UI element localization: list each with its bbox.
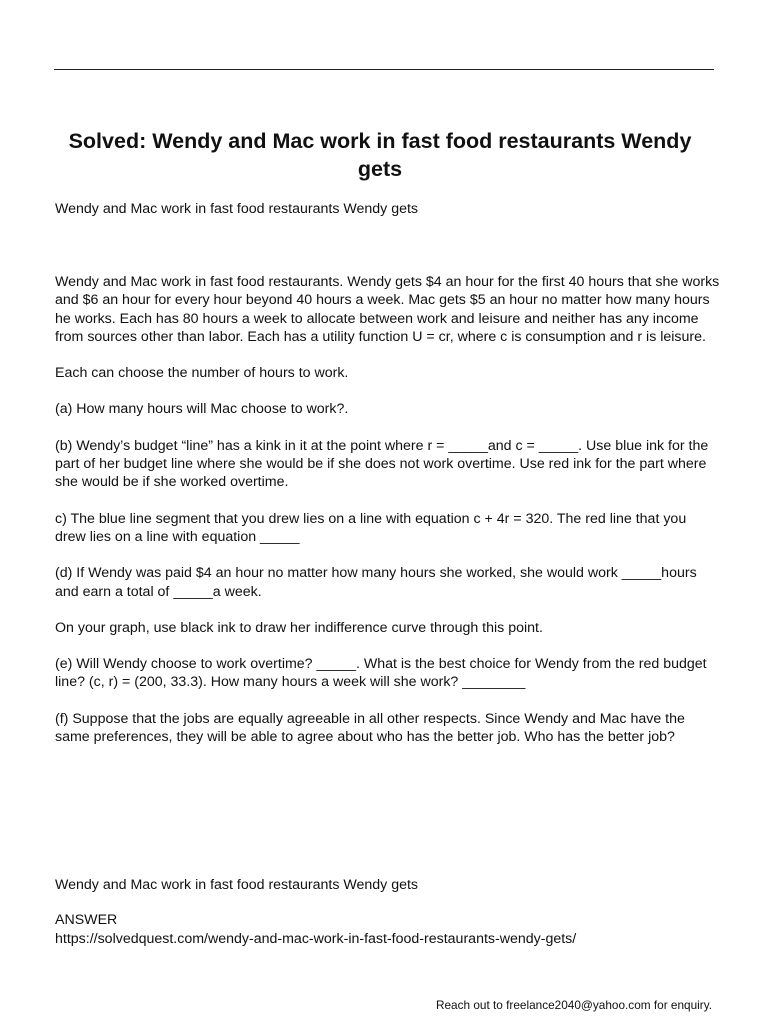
question-body (55, 273, 720, 764)
question-a: (a) How many hours will Mac choose to work?. (55, 401, 349, 418)
question-e: (e) Will Wendy choose to work overtime? _____. What is the best choice for Wendy from the red budget line? (c, r) = (200, 33.3). How many hours a week will she work? ________ (55, 656, 707, 691)
answer-label: ANSWER (55, 912, 118, 929)
page-subtitle: Wendy and Mac work in fast food restaurants Wendy gets (55, 201, 419, 217)
enquiry-note: Reach out to freelance2040@yahoo.com for enquiry. (435, 998, 712, 1012)
answer-url-line (55, 930, 720, 948)
question-f: (f) Suppose that the jobs are equally agreeable in all other respects. Since Wendy and Mac have the same preferences, they will be able to agree about who has the better job. Who has the better job? (55, 710, 685, 746)
graph-instruction: On your graph, use black ink to draw her indifference curve through this point. (55, 619, 543, 636)
answer-link[interactable]: https://solvedquest.com/wendy-and-mac-work-in-fast-food-restaurants-wendy-gets/ (55, 930, 577, 947)
page-title: Solved: Wendy and Mac work in fast food restaurants Wendy gets (68, 129, 692, 181)
top-divider (54, 69, 714, 70)
repeat-title: Wendy and Mac work in fast food restaurants Wendy gets (55, 877, 419, 893)
question-d: (d) If Wendy was paid $4 an hour no matter how many hours she worked, she would work _____hours and earn a total of _____a week. (55, 565, 697, 600)
instruction-paragraph: Each can choose the number of hours to work. (55, 365, 349, 382)
question-b: (b) Wendy’s budget “line” has a kink in it at the point where r = _____and c = _____. Use blue ink for the part of her budget line where she would be if she does not work overtime. Use red ink for the part where she would be if she worked overtime. (55, 437, 709, 491)
intro-paragraph: Wendy and Mac work in fast food restaurants. Wendy gets $4 an hour for the first 40 hours that she works and $6 an hour for every hour beyond 40 hours a week. Mac gets $5 an hour no matter how many hours he works. Each has 80 hours a week to allocate between work and leisure and neither has any income from sources other than labor. Each has a utility function U = cr, where c is consumption and r is leisure. (55, 274, 720, 345)
question-c: c) The blue line segment that you drew lies on a line with equation c + 4r = 320. The red line that you drew lies on a line with equation _____ (55, 510, 687, 545)
answer-section (55, 876, 720, 948)
